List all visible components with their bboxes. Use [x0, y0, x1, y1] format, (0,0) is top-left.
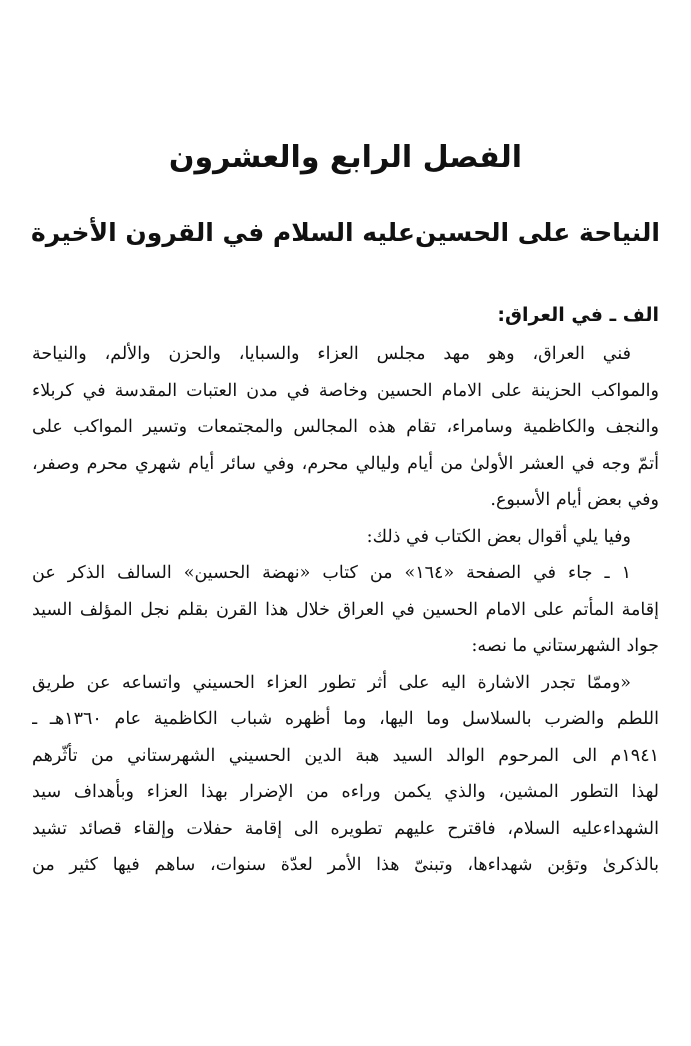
- paragraph-iraq-intro: [32, 336, 659, 519]
- text-line: وفي بعض أيام الأسبوع.: [490, 490, 659, 510]
- text-line: أتمّ وجه في العشر الأولىٰ من أيام وليالي محرم، وفي سائر أيام شهري محرم وصفر،: [32, 453, 659, 474]
- paragraph-quoted-text: [32, 665, 659, 884]
- text-line: وفيا يلي أقوال بعض الكتاب في ذلك:: [366, 526, 631, 547]
- chapter-subtitle: النياحة على الحسين‌عليه السلام في القرون الأخيرة: [31, 218, 660, 247]
- text-line: والنجف والكاظمية وسامراء، تقام هذه المجالس والمجتمعات وتسير المواكب على: [32, 417, 659, 437]
- text-line: فني العراق، وهو مهد مجلس العزاء والسبايا، والحزن والألم، والنياحة: [32, 344, 631, 364]
- section-heading: الف ـ في العراق:: [497, 304, 659, 326]
- paragraph-quotes-intro: [32, 519, 659, 556]
- paragraph-quote-1: [32, 555, 659, 665]
- text-line: إقامة المأتم على الامام الحسين في العراق خلال هذا القرن بقلم نجل المؤلف السيد: [32, 599, 659, 620]
- text-line: «وممّا تجدر الاشارة اليه على أثر تطور العزاء الحسيني واتساعه عن طريق: [32, 672, 631, 693]
- text-line: ١ ـ جاء في الصفحة «١٦٤» من كتاب «نهضة الحسين» السالف الذكر عن: [32, 563, 631, 583]
- body-text: [32, 336, 659, 884]
- text-line: لهذا التطور المشين، والذي يكمن وراءه من الإضرار بهذا العزاء وبأهداف سيد: [32, 782, 659, 802]
- text-line: جواد الشهرستاني ما نصه:: [471, 636, 659, 656]
- text-line: الشهداءعليه السلام، فاقترح عليهم تطويره الى إقامة حفلات وإلقاء قصائد تشيد: [32, 818, 659, 839]
- text-line: ١٩٤١م الى المرحوم الوالد السيد هبة الدين الحسيني الشهرستاني من تأثّرهم: [32, 745, 659, 766]
- text-line: بالذكرىٰ وتؤبن شهداءها، وتبنىّ هذا الأمر لعدّة سنوات، ساهم فيها كثير من: [32, 855, 659, 875]
- text-line: والمواكب الحزينة على الامام الحسين وخاصة في مدن العتبات المقدسة في كربلاء: [32, 380, 659, 401]
- text-line: اللطم والضرب بالسلاسل وما اليها، وما أظهره شباب الكاظمية عام ١٣٦٠هـ ـ: [32, 709, 659, 729]
- chapter-title: الفصل الرابع والعشرون: [168, 140, 523, 175]
